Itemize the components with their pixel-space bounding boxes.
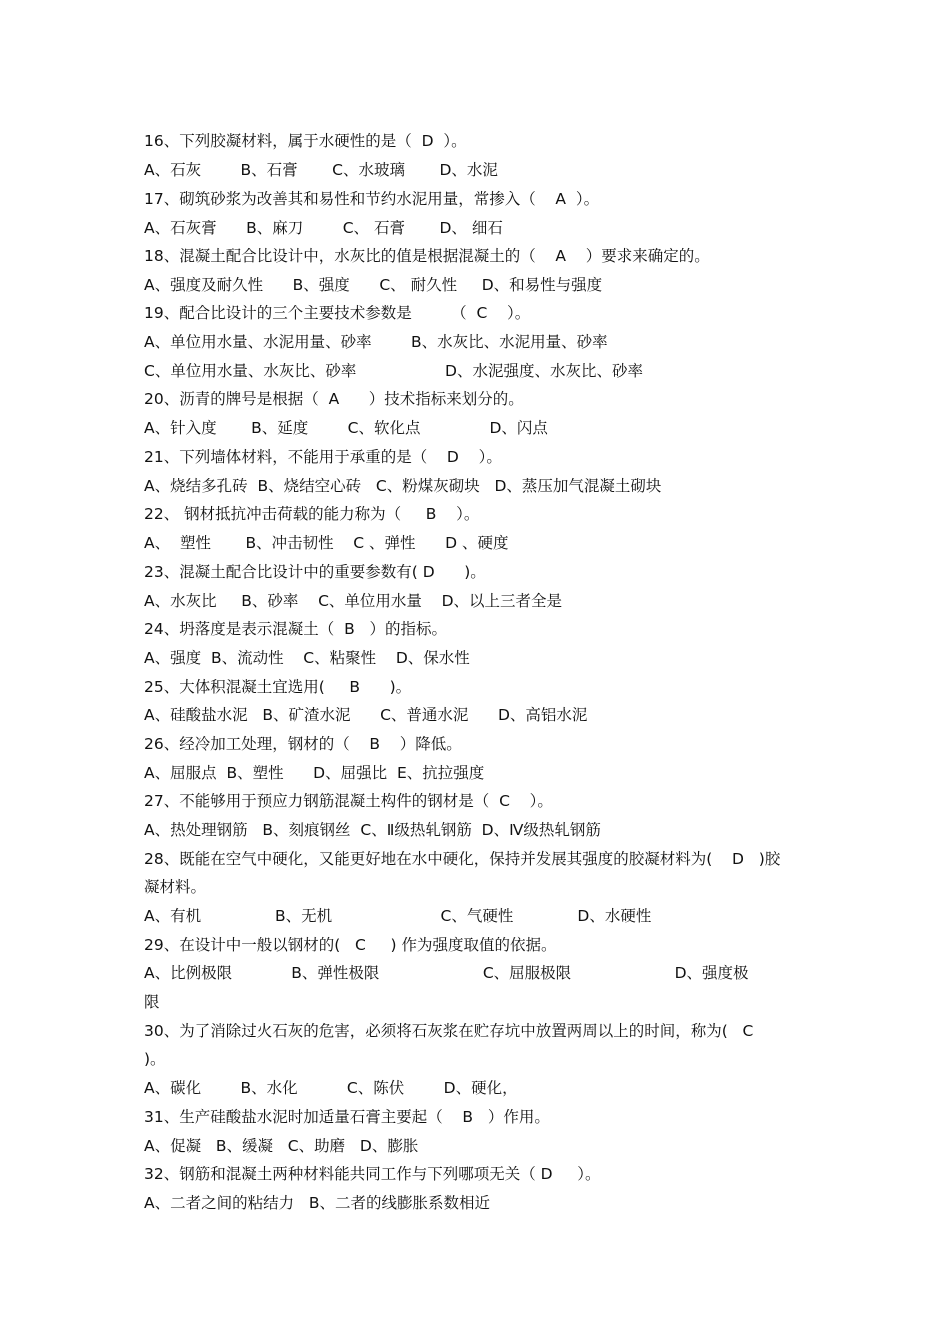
question-20: 20、沥青的牌号是根据（ A ）技术指标来划分的。: [144, 390, 524, 408]
options-23: A、水灰比 B、砂率 C、单位用水量 D、以上三者全是: [144, 592, 563, 610]
question-16: 16、下列胶凝材料，属于水硬性的是（ D ）。: [144, 132, 467, 150]
question-28: 28、既能在空气中硬化，又能更好地在水中硬化，保持并发展其强度的胶凝材料为( D )胶: [144, 850, 781, 868]
options-18: A、强度及耐久性 B、强度 C、 耐久性 D、和易性与强度: [144, 276, 603, 294]
options-31: A、促凝 B、缓凝 C、助磨 D、膨胀: [144, 1137, 419, 1155]
options-30: A、碳化 B、水化 C、陈伏 D、硬化，: [144, 1079, 518, 1097]
options-21: A、烧结多孔砖 B、烧结空心砖 C、粉煤灰砌块 D、蒸压加气混凝土砌块: [144, 477, 662, 495]
question-21: 21、下列墙体材料，不能用于承重的是（ D ）。: [144, 448, 502, 466]
question-30: 30、为了消除过火石灰的危害，必须将石灰浆在贮存坑中放置两周以上的时间，称为( C: [144, 1022, 754, 1040]
options-17: A、石灰膏 B、麻刀 C、 石膏 D、 细石: [144, 219, 503, 237]
question-19: 19、配合比设计的三个主要技术参数是 （ C ）。: [144, 304, 531, 322]
question-28-cont: 凝材料。: [144, 878, 207, 896]
question-31: 31、生产硅酸盐水泥时加适量石膏主要起（ B ）作用。: [144, 1108, 550, 1126]
question-30-cont: )。: [144, 1050, 166, 1068]
question-32: 32、钢筋和混凝土两种材料能共同工作与下列哪项无关（ D ）。: [144, 1165, 601, 1183]
options-20: A、针入度 B、延度 C、软化点 D、闪点: [144, 419, 548, 437]
options-29-cont: 限: [144, 993, 160, 1011]
options-29: A、比例极限 B、弹性极限 C、屈服极限 D、强度极: [144, 964, 749, 982]
options-19-ab: A、单位用水量、水泥用量、砂率 B、水灰比、水泥用量、砂率: [144, 333, 608, 351]
question-26: 26、经冷加工处理，钢材的（ B ）降低。: [144, 735, 462, 753]
question-18: 18、混凝土配合比设计中，水灰比的值是根据混凝土的（ A ）要求来确定的。: [144, 247, 710, 265]
question-24: 24、坍落度是表示混凝土（ B ）的指标。: [144, 620, 447, 638]
options-26: A、屈服点 B、塑性 D、屈强比 E、抗拉强度: [144, 764, 485, 782]
options-32: A、二者之间的粘结力 B、二者的线膨胀系数相近: [144, 1194, 491, 1212]
question-22: 22、 钢材抵抗冲击荷载的能力称为（ B ）。: [144, 505, 480, 523]
question-27: 27、不能够用于预应力钢筋混凝土构件的钢材是（ C ）。: [144, 792, 553, 810]
options-22: A、 塑性 B、冲击韧性 C 、弹性 D 、硬度: [144, 534, 509, 552]
options-24: A、强度 B、流动性 C、粘聚性 D、保水性: [144, 649, 470, 667]
options-19-cd: C、单位用水量、水灰比、砂率 D、水泥强度、水灰比、砂率: [144, 362, 643, 380]
options-27: A、热处理钢筋 B、刻痕钢丝 C、Ⅱ级热轧钢筋 D、Ⅳ级热轧钢筋: [144, 821, 601, 839]
options-25: A、硅酸盐水泥 B、矿渣水泥 C、普通水泥 D、高铝水泥: [144, 706, 588, 724]
question-29: 29、在设计中一般以钢材的( C ) 作为强度取值的依据。: [144, 936, 557, 954]
options-16: A、石灰 B、石膏 C、水玻璃 D、水泥: [144, 161, 498, 179]
options-28: A、有机 B、无机 C、气硬性 D、水硬性: [144, 907, 652, 925]
question-17: 17、砌筑砂浆为改善其和易性和节约水泥用量，常掺入（ A ）。: [144, 190, 600, 208]
question-25: 25、大体积混凝土宜选用( B )。: [144, 678, 412, 696]
question-23: 23、混凝土配合比设计中的重要参数有( D )。: [144, 563, 486, 581]
